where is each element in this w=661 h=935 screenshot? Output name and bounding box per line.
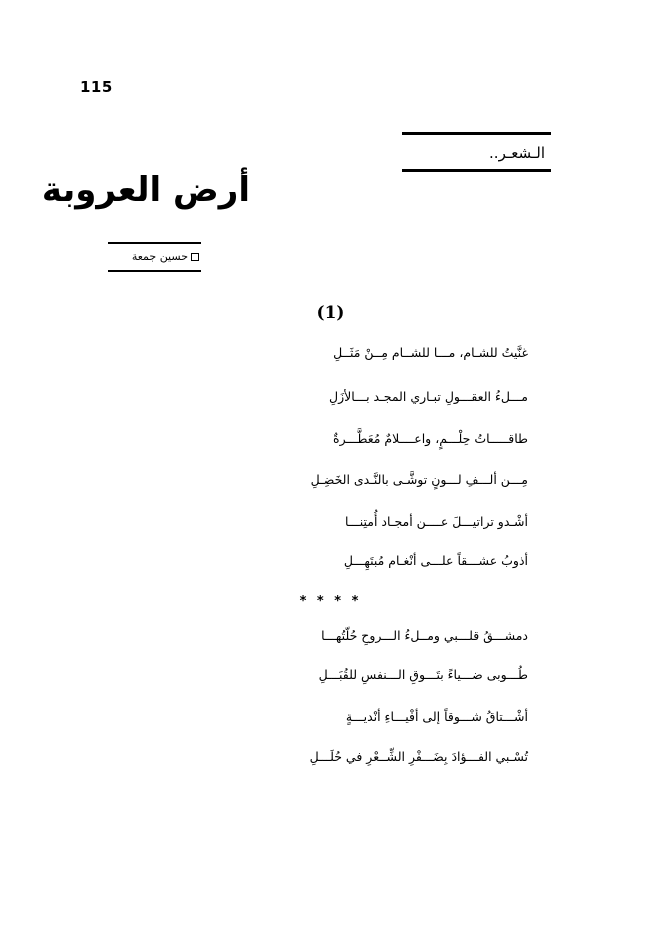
verse-line: دمشـــقُ قلـــبي ومــلءُ الـــروحِ حُلّتُهـــا [321, 628, 528, 643]
page-number: 115 [80, 78, 113, 96]
verse-line: طُـــوبى ضـــياءً بتَـــوقِ الـــنفسِ للقُبَـــلِ [318, 667, 528, 682]
section-label: الـشعـر.. [489, 144, 545, 162]
author-line [132, 250, 199, 263]
verse-line: أذوبُ عشـــقاً علـــى أنْغـام مُبتَهِـــلِ [343, 553, 528, 568]
square-bullet-icon [191, 253, 199, 261]
verse-line: غنَّيتُ للشـام، مـــا للشــام مِــنْ مَثَــلِ [333, 345, 528, 360]
verse-line: تُسْـبي الفـــؤادَ بِضَـــفْرِ الشِّــعْرِ في حُلَـــلِ [309, 749, 528, 764]
verse-line: مِـــن ألـــفِ لـــونٍ توشَّـى بالنَّـدى الخَضِـلِ [310, 472, 528, 487]
verse-line: أشْـــتاقُ شـــوقاً إلى أفْيـــاءِ أنْديـــةٍ [345, 709, 528, 724]
verse-line: طاقـــــاتُ حِلْـــمٍ، واعــــلامٌ مُعَطَّـــرةٌ [333, 431, 528, 446]
poem-title: أرض العروبة [41, 170, 250, 210]
author-name: حسين جمعة [131, 250, 188, 263]
verse-line: مـــلءُ العقـــولِ تبـاري المجـد بـــالأزَلِ [329, 389, 528, 404]
verse-line: أشْـدو تراتيـــلَ عــــن أمجـاد أُمتِنـــا [344, 514, 528, 529]
author-byline [108, 242, 201, 272]
section-header [402, 132, 551, 172]
stanza-separator: * * * * [299, 594, 362, 609]
part-number: (1) [316, 303, 345, 323]
